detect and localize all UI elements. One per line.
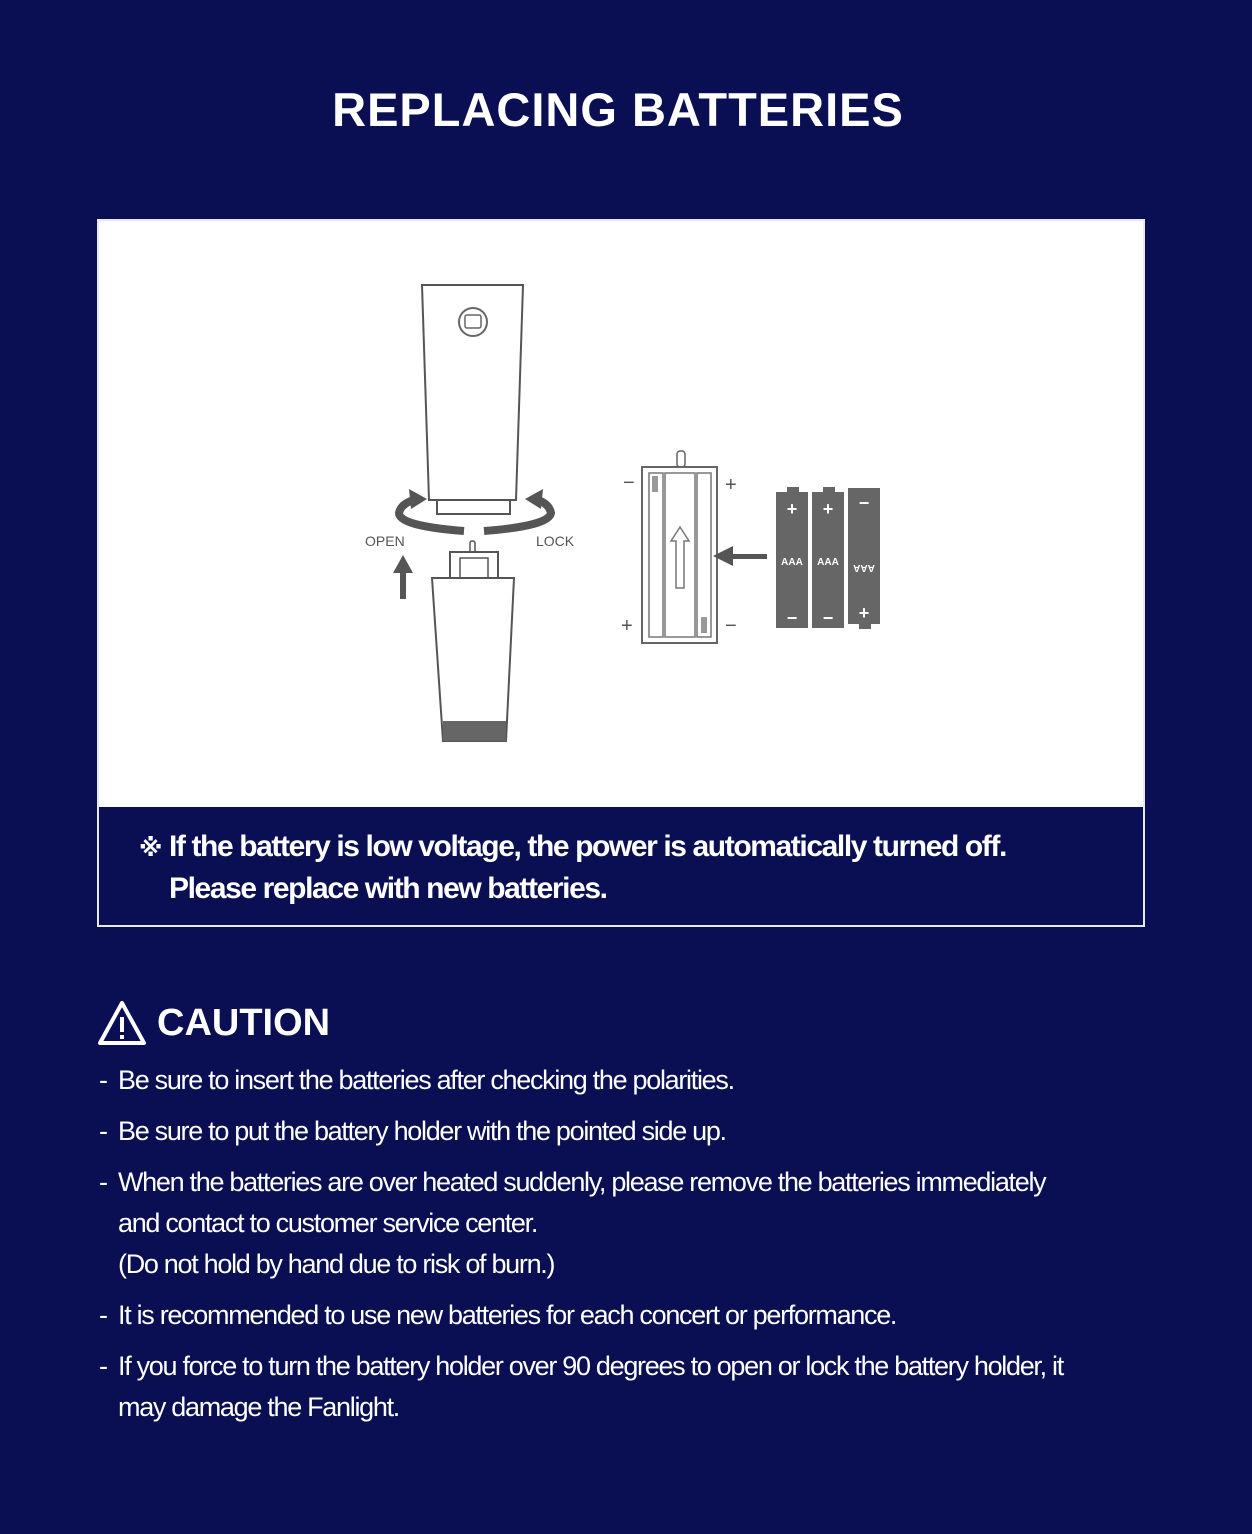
battery-replacement-illustration	[99, 221, 1143, 807]
caution-heading: CAUTION	[97, 1000, 330, 1046]
caution-item: - When the batteries are over heated suddenly, please remove the batteries immediately and contact to customer service center. (Do not hold by hand due to risk of burn.)	[99, 1167, 1046, 1279]
svg-text:+: +	[725, 474, 737, 496]
svg-text:AAA: AAA	[781, 557, 803, 568]
caution-item: - Be sure to put the battery holder with the pointed side up.	[99, 1116, 726, 1146]
caution-item: - Be sure to insert the batteries after checking the polarities.	[99, 1065, 734, 1095]
caution-item: - It is recommended to use new batteries for each concert or performance.	[99, 1300, 897, 1330]
insert-arrow-icon	[713, 546, 767, 566]
svg-text:−: −	[858, 493, 870, 513]
svg-text:−: −	[623, 472, 635, 494]
svg-text:+: +	[786, 499, 798, 519]
fanlight-upper-body	[422, 285, 523, 514]
battery-holder-diagram	[621, 451, 737, 643]
svg-text:+: +	[822, 499, 834, 519]
aaa-battery-reversed	[848, 488, 880, 629]
open-label: OPEN	[365, 533, 405, 549]
svg-text:+: +	[621, 615, 633, 637]
fanlight-lower-body	[432, 541, 514, 741]
notice-line-1: ※ If the battery is low voltage, the power is automatically turned off.	[139, 827, 1143, 869]
reference-mark-icon: ※	[139, 835, 161, 862]
caution-item: - If you force to turn the battery holder over 90 degrees to open or lock the battery holder, it may damage the Fanlight.	[99, 1351, 1063, 1422]
low-voltage-notice	[99, 809, 1143, 925]
up-arrow-icon	[393, 555, 413, 599]
aaa-battery	[812, 487, 844, 628]
svg-text:−: −	[786, 608, 798, 628]
warning-triangle-icon	[97, 1000, 147, 1046]
svg-text:AAA: AAA	[817, 557, 839, 568]
battery-instructions-panel	[97, 219, 1145, 927]
fanlight-logo-icon	[459, 308, 487, 336]
caution-list	[99, 1060, 1099, 1438]
svg-text:−: −	[725, 615, 737, 637]
svg-text:−: −	[822, 608, 834, 628]
svg-text:AAA: AAA	[853, 562, 875, 573]
lock-label: LOCK	[536, 533, 575, 549]
page-title: REPLACING BATTERIES	[332, 83, 904, 136]
svg-text:+: +	[858, 603, 870, 623]
notice-line-2: Please replace with new batteries.	[169, 872, 607, 905]
aaa-battery	[776, 487, 808, 628]
